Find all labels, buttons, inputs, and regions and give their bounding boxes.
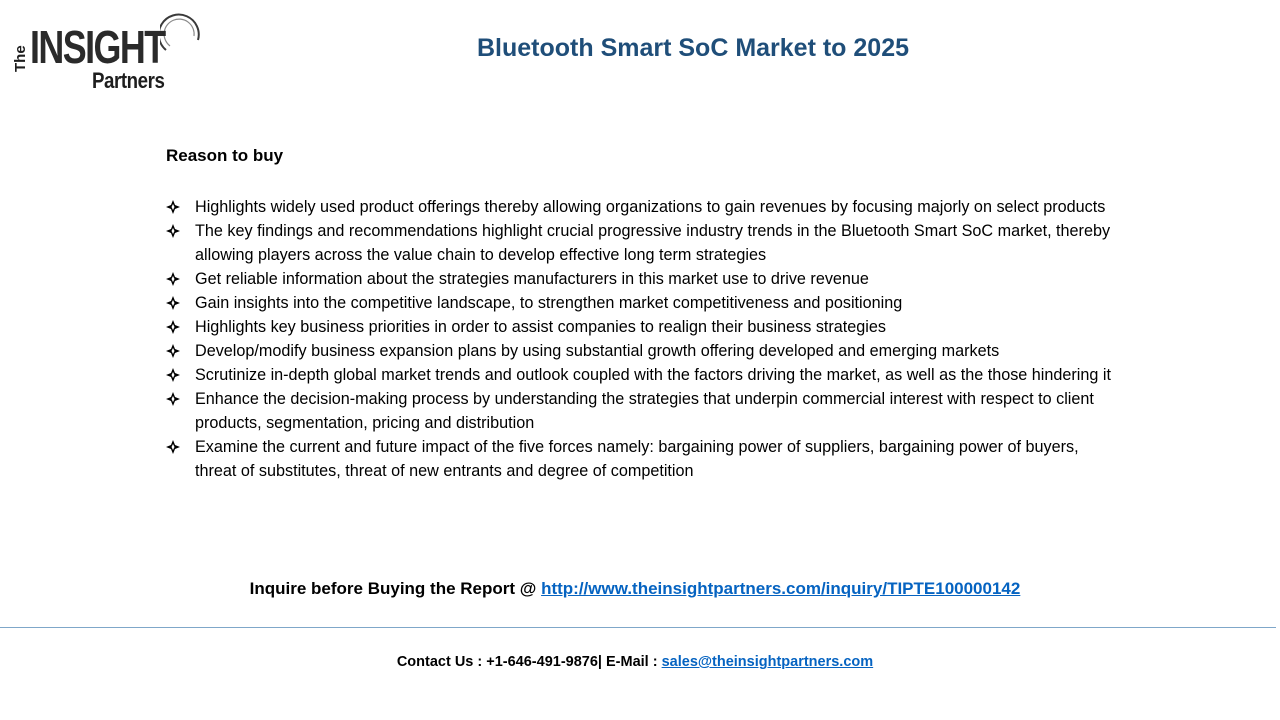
list-item — [166, 315, 1116, 339]
reason-list — [166, 195, 1116, 483]
page-title: Bluetooth Smart SoC Market to 2025 — [476, 34, 910, 62]
list-item-text: Highlights key business priorities in order to assist companies to realign their business strategies — [195, 318, 886, 336]
inquiry-link[interactable]: http://www.theinsightpartners.com/inquiry/TIPTE100000142 — [541, 579, 1021, 598]
section-heading: Reason to buy — [166, 146, 284, 165]
diamond-bullet-icon — [166, 224, 180, 238]
footer-divider — [0, 627, 1276, 628]
diamond-bullet-icon — [166, 296, 180, 310]
diamond-bullet-icon — [166, 440, 180, 454]
diamond-bullet-icon — [166, 344, 180, 358]
diamond-bullet-icon — [166, 392, 180, 406]
list-item-text: Develop/modify business expansion plans by using substantial growth offering developed and emerging markets — [195, 342, 1000, 360]
email-link[interactable]: sales@theinsightpartners.com — [661, 654, 874, 670]
logo-partners-text: Partners — [92, 68, 165, 93]
list-item — [166, 267, 1116, 291]
logo-the-text: The — [12, 45, 29, 72]
inquire-line — [0, 579, 1270, 599]
logo-insight-text: INSIGHT — [30, 21, 165, 73]
list-item-text: The key findings and recommendations highlight crucial progressive industry trends in the Bluetooth Smart SoC market, thereby allowing players across the value chain to develop effective long term strategies — [195, 222, 1111, 264]
list-item-text: Examine the current and future impact of the five forces namely: bargaining power of suppliers, bargaining power of buyers, threat of substitutes, threat of new entrants and degree of competition — [195, 438, 1079, 480]
contact-label: Contact Us : +1-646-491-9876| E-Mail : — [396, 654, 662, 670]
logo-arc-icon — [160, 10, 204, 54]
list-item-text: Scrutinize in-depth global market trends and outlook coupled with the factors driving the market, as well as the those hindering it — [195, 366, 1111, 384]
diamond-bullet-icon — [166, 368, 180, 382]
diamond-bullet-icon — [166, 200, 180, 214]
diamond-bullet-icon — [166, 272, 180, 286]
insight-partners-logo — [10, 10, 205, 100]
list-item — [166, 435, 1116, 483]
diamond-bullet-icon — [166, 320, 180, 334]
list-item-text: Get reliable information about the strategies manufacturers in this market use to drive revenue — [195, 270, 869, 288]
list-item-text: Gain insights into the competitive landscape, to strengthen market competitiveness and positioning — [195, 294, 903, 312]
list-item-text: Highlights widely used product offerings thereby allowing organizations to gain revenues by focusing majorly on select products — [195, 198, 1106, 216]
inquire-label: Inquire before Buying the Report @ — [249, 579, 542, 598]
list-item — [166, 291, 1116, 315]
list-item — [166, 195, 1116, 219]
list-item-text: Enhance the decision-making process by understanding the strategies that underpin commercial interest with respect to client products, segmentation, pricing and distribution — [195, 390, 1094, 432]
list-item — [166, 339, 1116, 363]
contact-line — [0, 654, 1270, 670]
list-item — [166, 363, 1116, 387]
list-item — [166, 219, 1116, 267]
list-item — [166, 387, 1116, 435]
